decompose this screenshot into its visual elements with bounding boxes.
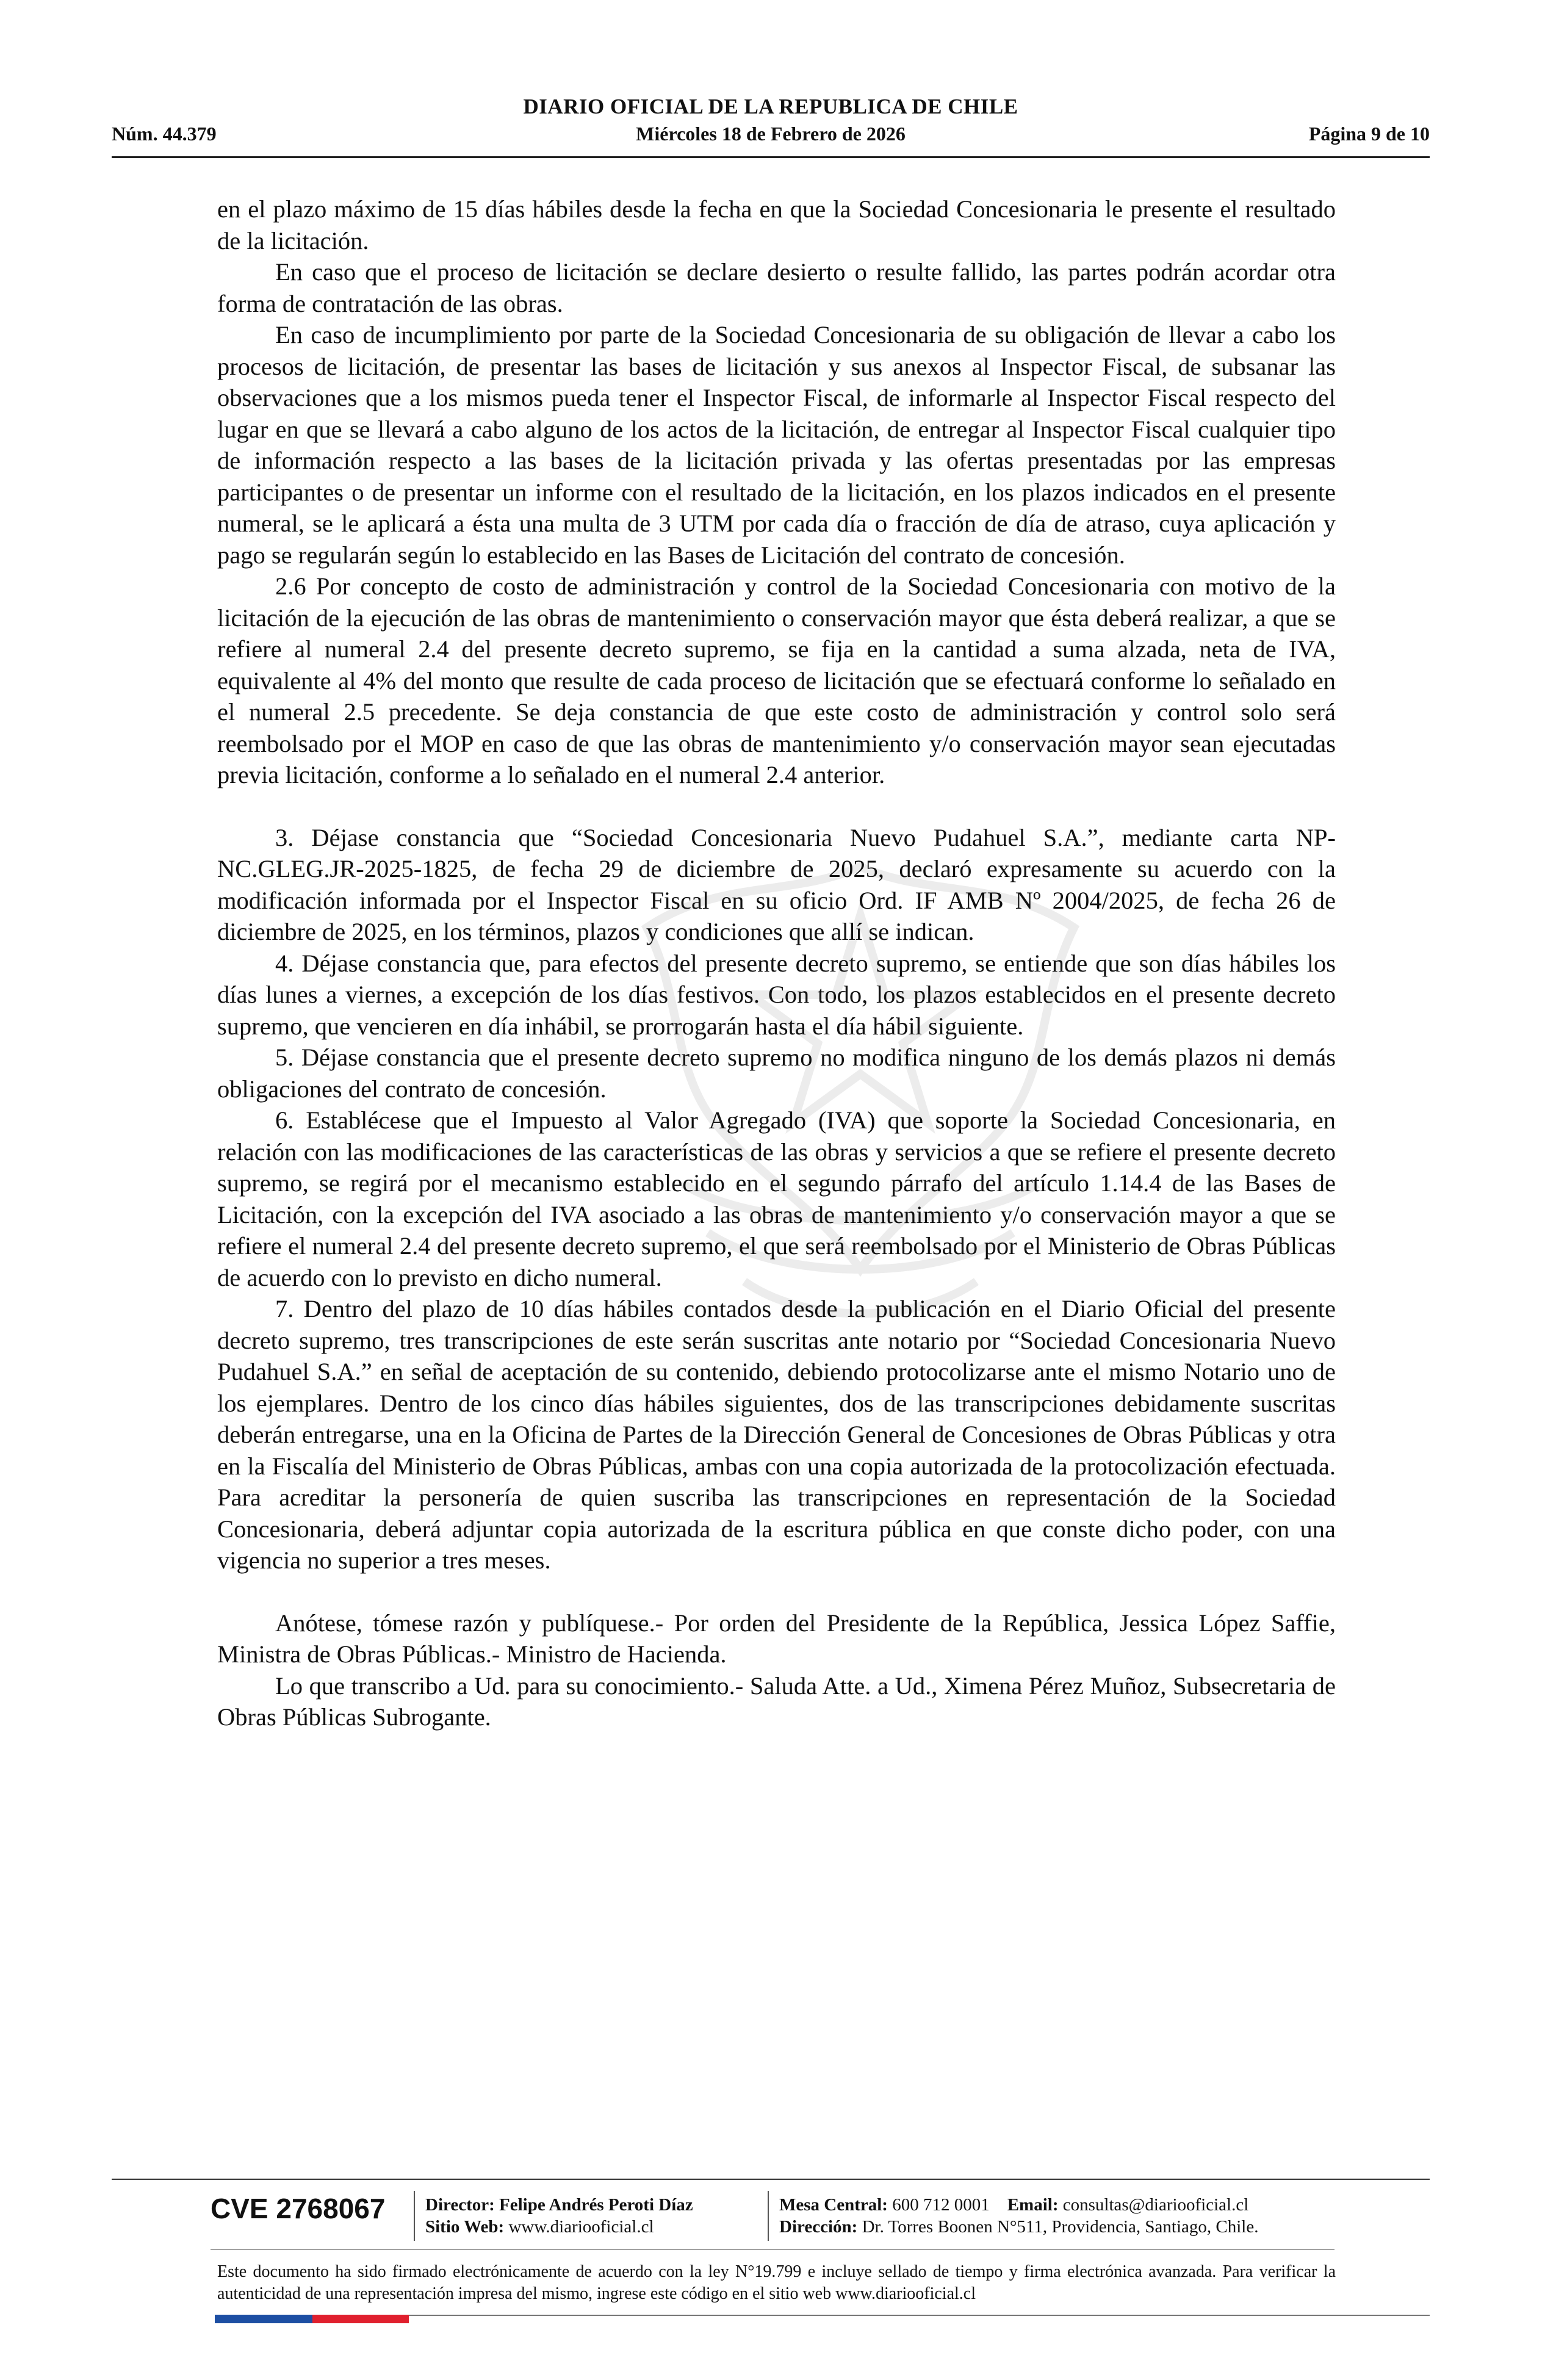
footer-contact-block — [779, 2194, 1258, 2238]
paragraph: en el plazo máximo de 15 días hábiles desde la fecha en que la Sociedad Concesionaria le presente el resultado de la licitación. — [217, 195, 1336, 254]
paragraph: Lo que transcribo a Ud. para su conocimiento.- Saluda Atte. a Ud., Ximena Pérez Muñoz, Subsecretaria de Obras Públicas Subrogante. — [217, 1671, 1336, 1731]
paragraph: 3. Déjase constancia que “Sociedad Concesionaria Nuevo Pudahuel S.A.”, mediante carta NP-NC.GLEG.JR-2025-1825, de fecha 29 de diciembre de 2025, declaró expresamente su acuerdo con la modificación informada por el Inspector Fiscal en su oficio Ord. IF AMB Nº 2004/2025, de fecha 26 de diciembre de 2025, en los términos, plazos y condiciones que allí se indican. — [217, 823, 1336, 945]
publication-date: Miércoles 18 de Febrero de 2026 — [636, 123, 906, 145]
flag-blue-segment — [215, 2315, 312, 2323]
flag-red-segment — [312, 2315, 409, 2323]
footer-divider — [211, 2249, 1334, 2250]
director-name: Felipe Andrés Peroti Díaz — [499, 2195, 693, 2215]
flag-stripe — [215, 2315, 409, 2323]
issue-number: Núm. 44.379 — [112, 123, 217, 145]
footer-divider — [112, 2179, 1430, 2180]
email-label: Email: — [1007, 2195, 1059, 2215]
footer-separator — [768, 2191, 769, 2241]
footer-separator — [414, 2191, 415, 2241]
document-body — [217, 193, 1336, 1733]
paragraph: En caso de incumplimiento por parte de la Sociedad Concesionaria de su obligación de llevar a cabo los procesos de licitación, de presentar las bases de licitación y sus anexos al Inspector Fiscal, de subsanar las observaciones que a los mismos pueda tener el Inspector Fiscal, de informarle al Inspector Fiscal respecto del lugar en que se llevará a cabo alguno de los actos de la licitación, de entregar al Inspector Fiscal cualquier tipo de información respecto a las bases de la licitación privada y las ofertas presentadas por las empresas participantes o de presentar un informe con el resultado de la licitación, en los plazos indicados en el presente numeral, se le aplicará a ésta una multa de 3 UTM por cada día o fracción de día de atraso, cuya aplicación y pago se regularán según lo establecido en las Bases de Licitación del contrato de concesión. — [217, 321, 1336, 569]
mesa-label: Mesa Central: — [779, 2195, 888, 2215]
mesa-phone: 600 712 0001 — [892, 2195, 990, 2215]
publication-title: DIARIO OFICIAL DE LA REPUBLICA DE CHILE — [523, 95, 1018, 118]
header-divider — [112, 156, 1430, 158]
director-label: Director: — [425, 2195, 495, 2215]
page-number: Página 9 de 10 — [1308, 123, 1430, 145]
address-label: Dirección: — [779, 2217, 858, 2237]
paragraph: 4. Déjase constancia que, para efectos del presente decreto supremo, se entiende que son días hábiles los días lunes a viernes, a excepción de los días festivos. Con todo, los plazos establecidos en el presente decreto supremo, que vencieren en día inhábil, se prorrogarán hasta el día hábil siguiente. — [217, 949, 1336, 1040]
authenticity-note: Este documento ha sido firmado electrónicamente de acuerdo con la ley N°19.799 e incluye sellado de tiempo y firma electrónica avanzada. Para verificar la autenticidad de una representación impresa del mismo, ingrese este código en el sitio web www.diariooficial.cl — [217, 2262, 1336, 2303]
paragraph: 5. Déjase constancia que el presente decreto supremo no modifica ninguno de los demás plazos ni demás obligaciones del contrato de concesión. — [217, 1044, 1336, 1103]
paragraph: En caso que el proceso de licitación se declare desierto o resulte fallido, las partes podrán acordar otra forma de contratación de las obras. — [217, 258, 1336, 317]
email-link[interactable]: consultas@diariooficial.cl — [1062, 2195, 1249, 2215]
page-header — [112, 93, 1430, 154]
site-label: Sitio Web: — [425, 2217, 505, 2237]
cve-code: CVE 2768067 — [211, 2193, 386, 2224]
site-link[interactable]: www.diariooficial.cl — [508, 2217, 654, 2237]
footer-director-block — [425, 2194, 693, 2238]
paragraph: 7. Dentro del plazo de 10 días hábiles contados desde la publicación en el Diario Oficial del presente decreto supremo, tres transcripciones de este serán suscritas ante notario por “Sociedad Concesionaria Nuevo Pudahuel S.A.” en señal de aceptación de su contenido, debiendo protocolizarse ante el mismo Notario uno de los ejemplares. Dentro de los cinco días hábiles siguientes, dos de las transcripciones debidamente suscritas deberán entregarse, una en la Oficina de Partes de la Dirección General de Concesiones de Obras Públicas y otra en la Fiscalía del Ministerio de Obras Públicas, ambas con una copia autorizada de la protocolización efectuada. Para acreditar la personería de quien suscriba las transcripciones en representación de la Sociedad Concesionaria, deberá adjuntar copia autorizada de la escritura pública en que conste dicho poder, con una vigencia no superior a tres meses. — [217, 1295, 1336, 1574]
paragraph: Anótese, tómese razón y publíquese.- Por orden del Presidente de la República, Jessica López Saffie, Ministra de Obras Públicas.- Ministro de Hacienda. — [217, 1609, 1336, 1668]
paragraph: 6. Establécese que el Impuesto al Valor Agregado (IVA) que soporte la Sociedad Concesionaria, en relación con las modificaciones de las características de las obras y servicios a que se refiere el presente decreto supremo, se regirá por el mecanismo establecido en el segundo párrafo del artículo 1.14.4 de las Bases de Licitación, con la excepción del IVA asociado a las obras de mantenimiento y/o conservación mayor a que se refiere el numeral 2.4 del presente decreto supremo, el que será reembolsado por el Ministerio de Obras Públicas de acuerdo con lo previsto en dicho numeral. — [217, 1106, 1336, 1291]
paragraph: 2.6 Por concepto de costo de administración y control de la Sociedad Concesionaria con motivo de la licitación de la ejecución de las obras de mantenimiento o conservación mayor que ésta deberá realizar, a que se refiere al numeral 2.4 del presente decreto supremo, se fija en la cantidad a suma alzada, neta de IVA, equivalente al 4% del monto que resulte de cada proceso de licitación que se efectuará conforme lo señalado en el numeral 2.5 precedente. Se deja constancia de que este costo de administración y control solo será reembolsado por el MOP en caso de que las obras de mantenimiento y/o conservación mayor sean ejecutadas previa licitación, conforme a lo señalado en el numeral 2.4 anterior. — [217, 572, 1336, 788]
address-value: Dr. Torres Boonen N°511, Providencia, Santiago, Chile. — [862, 2217, 1259, 2237]
bottom-divider — [409, 2315, 1430, 2316]
